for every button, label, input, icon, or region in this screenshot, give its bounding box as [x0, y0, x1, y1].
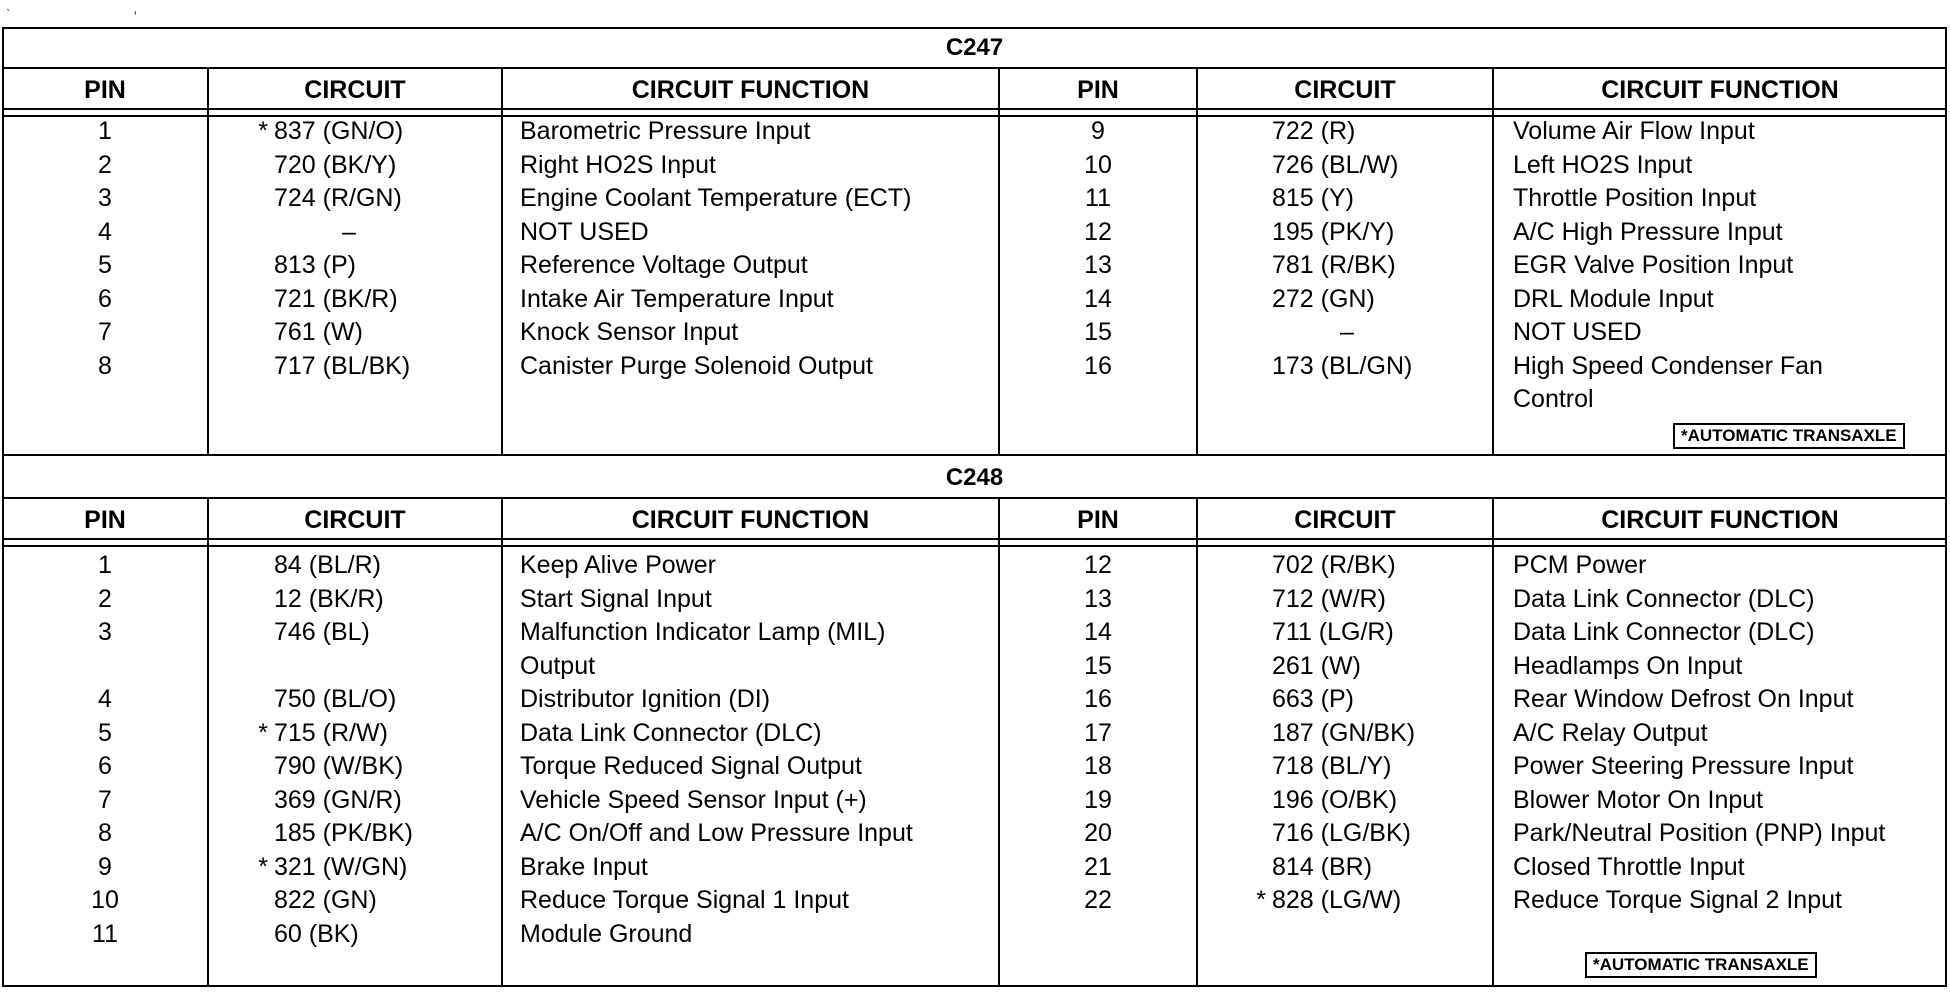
- circuit-function: Brake Input: [520, 852, 648, 881]
- pin-number: 8: [98, 351, 112, 380]
- circuit-cell: [252, 817, 502, 851]
- pin-number: 11: [1085, 184, 1111, 212]
- circuit-cell: [252, 616, 502, 650]
- pin-number: 4: [98, 217, 112, 246]
- circuit-cell: [252, 115, 502, 149]
- circuit-function: A/C Relay Output: [1513, 718, 1708, 747]
- circuit-value: 717 (BL/BK): [274, 351, 411, 380]
- circuit-value: 718 (BL/Y): [1272, 752, 1392, 780]
- circuit-function: Keep Alive Power: [520, 551, 716, 579]
- circuit-cell: [252, 350, 502, 384]
- circuit-value: 822 (GN): [274, 886, 377, 914]
- circuit-cell: [252, 683, 502, 717]
- circuit-function: Malfunction Indicator Lamp (MIL): [520, 618, 886, 646]
- pin-number: 12: [1084, 217, 1112, 246]
- pin-number: 12: [1084, 551, 1112, 579]
- circuit-cell: [252, 549, 502, 583]
- circuit-function: Park/Neutral Position (PNP) Input: [1513, 819, 1886, 847]
- circuit-value: 750 (BL/O): [274, 685, 397, 713]
- circuit-function: Reduce Torque Signal 2 Input: [1513, 886, 1842, 914]
- circuit-value: 173 (BL/GN): [1272, 351, 1413, 380]
- automatic-transaxle-marker: *: [258, 718, 268, 747]
- pin-number: 6: [98, 752, 112, 780]
- circuit-function: Engine Coolant Temperature (ECT): [520, 184, 912, 212]
- circuit-value: 790 (W/BK): [274, 752, 404, 780]
- circuit-function: Torque Reduced Signal Output: [520, 752, 862, 780]
- pin-number: 3: [98, 184, 112, 212]
- pin-number: 16: [1084, 351, 1112, 380]
- header-function-left: CIRCUIT FUNCTION: [631, 76, 870, 104]
- circuit-value: 716 (LG/BK): [1272, 819, 1411, 847]
- pin-column: [2, 115, 208, 383]
- pin-number: 7: [98, 318, 112, 346]
- function-column: [520, 549, 999, 951]
- circuit-function: Reference Voltage Output: [520, 251, 808, 279]
- circuit-value: 726 (BL/W): [1272, 150, 1399, 179]
- circuit-function: Left HO2S Input: [1513, 150, 1693, 179]
- circuit-value: 715 (R/W): [274, 718, 388, 747]
- circuit-function: Reduce Torque Signal 1 Input: [520, 886, 849, 914]
- circuit-function: Right HO2S Input: [520, 150, 716, 179]
- circuit-value: 702 (R/BK): [1272, 551, 1396, 579]
- pin-number: 16: [1084, 685, 1112, 713]
- pin-number: 5: [98, 251, 112, 279]
- pin-number: 20: [1084, 819, 1112, 847]
- circuit-cell: [1250, 249, 1493, 283]
- row-spacer: [999, 383, 1197, 417]
- pin-number: 22: [1084, 886, 1112, 914]
- circuit-value: 196 (O/BK): [1272, 785, 1398, 814]
- circuit-function: Intake Air Temperature Input: [520, 284, 834, 313]
- circuit-value: 781 (R/BK): [1272, 251, 1396, 279]
- circuit-function: PCM Power: [1513, 551, 1647, 579]
- circuit-column: [1250, 549, 1493, 918]
- circuit-function: Module Ground: [520, 919, 693, 948]
- pin-number: 14: [1084, 618, 1112, 646]
- circuit-cell: [1250, 884, 1493, 918]
- connector-title-c248: C248: [945, 464, 1004, 491]
- pin-number: 1: [98, 551, 112, 579]
- pin-number: 8: [98, 819, 112, 847]
- circuit-function: Vehicle Speed Sensor Input (+): [520, 785, 867, 814]
- circuit-cell: [1250, 650, 1493, 684]
- circuit-function: Barometric Pressure Input: [520, 117, 811, 145]
- circuit-cell: [1250, 149, 1493, 183]
- pin-number: 4: [98, 685, 112, 713]
- pin-number: 7: [98, 785, 112, 814]
- circuit-cell: [1250, 115, 1493, 149]
- circuit-cell: [1250, 316, 1493, 350]
- scan-mark-left: `: [6, 6, 11, 22]
- circuit-cell: [252, 182, 502, 216]
- row-spacer: [252, 650, 502, 684]
- function-column: [1513, 549, 1943, 918]
- header-function-right: CIRCUIT FUNCTION: [1601, 506, 1839, 534]
- circuit-column: [1250, 115, 1493, 417]
- pin-column: [2, 549, 208, 951]
- circuit-cell: [1250, 583, 1493, 617]
- circuit-function: NOT USED: [520, 217, 649, 246]
- pin-number: 19: [1084, 785, 1112, 814]
- circuit-cell: [1250, 350, 1493, 384]
- circuit-value: 813 (P): [274, 251, 356, 279]
- circuit-function: Canister Purge Solenoid Output: [520, 351, 873, 380]
- header-circuit-left: CIRCUIT: [304, 76, 406, 104]
- pin-number: 10: [91, 886, 119, 914]
- circuit-function: Rear Window Defrost On Input: [1513, 685, 1854, 713]
- pinout-sheet: [2, 27, 1947, 987]
- circuit-value: 724 (R/GN): [274, 184, 402, 212]
- pin-number: 13: [1084, 251, 1112, 279]
- pin-column: [999, 115, 1197, 417]
- circuit-value: 12 (BK/R): [274, 584, 384, 613]
- circuit-function: Volume Air Flow Input: [1513, 117, 1755, 145]
- pin-number: 6: [98, 284, 112, 313]
- pin-number: 10: [1084, 150, 1112, 179]
- connector-title-c247: C247: [945, 34, 1004, 61]
- circuit-cell: [252, 283, 502, 317]
- circuit-function: A/C On/Off and Low Pressure Input: [520, 819, 913, 847]
- circuit-value: 815 (Y): [1272, 184, 1354, 212]
- circuit-function: Data Link Connector (DLC): [1513, 584, 1815, 613]
- pin-number: 2: [98, 584, 112, 613]
- pin-number: 3: [98, 618, 112, 646]
- function-column: [520, 115, 999, 383]
- circuit-cell: [252, 149, 502, 183]
- circuit-value: 837 (GN/O): [274, 117, 404, 145]
- circuit-cell: [252, 583, 502, 617]
- circuit-function: Throttle Position Input: [1513, 184, 1757, 212]
- circuit-function: Blower Motor On Input: [1513, 785, 1764, 814]
- circuit-function: DRL Module Input: [1513, 284, 1714, 313]
- pin-number: 11: [92, 919, 118, 948]
- circuit-value: 321 (W/GN): [274, 852, 408, 881]
- circuit-cell: [252, 750, 502, 784]
- pin-number: 15: [1084, 651, 1112, 680]
- pin-column: [999, 549, 1197, 918]
- circuit-value: 712 (W/R): [1272, 584, 1386, 613]
- circuit-value: 720 (BK/Y): [274, 150, 397, 179]
- circuit-cell: [1250, 784, 1493, 818]
- circuit-cell: [252, 717, 502, 751]
- circuit-cell: [1250, 851, 1493, 885]
- circuit-function: Power Steering Pressure Input: [1513, 752, 1854, 780]
- circuit-value: 746 (BL): [274, 618, 370, 646]
- pin-number: 5: [98, 718, 112, 747]
- header-pin-left: PIN: [84, 506, 126, 534]
- function-column: [1513, 115, 1943, 417]
- circuit-column: [252, 115, 502, 383]
- row-spacer: [2, 650, 208, 684]
- circuit-function: EGR Valve Position Input: [1513, 251, 1794, 279]
- circuit-cell: [252, 784, 502, 818]
- circuit-value: 828 (LG/W): [1272, 886, 1402, 914]
- circuit-function: Data Link Connector (DLC): [1513, 618, 1815, 646]
- circuit-cell: [1250, 616, 1493, 650]
- circuit-cell: [1250, 683, 1493, 717]
- circuit-cell: [252, 316, 502, 350]
- pin-number: 1: [98, 117, 112, 145]
- automatic-transaxle-note: *AUTOMATIC TRANSAXLE: [1585, 952, 1817, 978]
- circuit-cell: [252, 851, 502, 885]
- header-function-left: CIRCUIT FUNCTION: [631, 506, 870, 534]
- circuit-value: 721 (BK/R): [274, 284, 398, 313]
- circuit-value: 272 (GN): [1272, 284, 1375, 313]
- pin-number: 14: [1084, 284, 1112, 313]
- circuit-value: 195 (PK/Y): [1272, 217, 1395, 246]
- automatic-transaxle-marker: *: [1256, 886, 1266, 914]
- circuit-function: Knock Sensor Input: [520, 318, 739, 346]
- circuit-function: A/C High Pressure Input: [1513, 217, 1783, 246]
- circuit-value: 722 (R): [1272, 117, 1356, 145]
- header-pin-right: PIN: [1077, 506, 1119, 534]
- circuit-value: 814 (BR): [1272, 852, 1373, 881]
- circuit-value: –: [1340, 318, 1354, 346]
- circuit-function: NOT USED: [1513, 318, 1642, 346]
- pin-number: 17: [1084, 718, 1112, 747]
- header-circuit-right: CIRCUIT: [1294, 506, 1396, 534]
- circuit-cell: [252, 884, 502, 918]
- circuit-value: 369 (GN/R): [274, 785, 402, 814]
- circuit-function: Distributor Ignition (DI): [520, 685, 771, 713]
- automatic-transaxle-marker: *: [258, 117, 268, 145]
- circuit-cell: [1250, 717, 1493, 751]
- circuit-cell: [252, 249, 502, 283]
- circuit-function: Closed Throttle Input: [1513, 852, 1745, 881]
- scan-mark-right: ': [134, 8, 137, 24]
- circuit-cell: [1250, 182, 1493, 216]
- circuit-function: Start Signal Input: [520, 584, 712, 613]
- pin-number: 18: [1084, 752, 1112, 780]
- circuit-value: 663 (P): [1272, 685, 1354, 713]
- circuit-value: 185 (PK/BK): [274, 819, 413, 847]
- circuit-cell: [1250, 216, 1493, 250]
- header-circuit-right: CIRCUIT: [1294, 76, 1396, 104]
- circuit-function: Data Link Connector (DLC): [520, 718, 822, 747]
- circuit-cell: [1250, 750, 1493, 784]
- header-pin-left: PIN: [84, 76, 126, 104]
- pin-number: 9: [98, 852, 112, 881]
- circuit-column: [252, 549, 502, 951]
- circuit-function: Control: [1513, 385, 1594, 413]
- automatic-transaxle-note: *AUTOMATIC TRANSAXLE: [1673, 423, 1905, 449]
- automatic-transaxle-marker: *: [258, 852, 268, 881]
- circuit-function: Output: [520, 651, 596, 680]
- pin-number: 2: [98, 150, 112, 179]
- pin-number: 9: [1091, 117, 1105, 145]
- circuit-cell: [252, 216, 502, 250]
- pin-number: 13: [1084, 584, 1112, 613]
- circuit-value: 84 (BL/R): [274, 551, 381, 579]
- circuit-function: Headlamps On Input: [1513, 651, 1743, 680]
- row-spacer: [1250, 383, 1493, 417]
- pin-number: 15: [1084, 318, 1112, 346]
- circuit-value: –: [342, 217, 356, 246]
- header-function-right: CIRCUIT FUNCTION: [1601, 76, 1839, 104]
- circuit-value: 60 (BK): [274, 919, 359, 948]
- header-pin-right: PIN: [1077, 76, 1119, 104]
- circuit-cell: [1250, 817, 1493, 851]
- circuit-value: 761 (W): [274, 318, 363, 346]
- circuit-function: High Speed Condenser Fan: [1513, 351, 1823, 380]
- pin-number: 21: [1084, 852, 1112, 881]
- circuit-cell: [1250, 549, 1493, 583]
- circuit-cell: [1250, 283, 1493, 317]
- circuit-cell: [252, 918, 502, 952]
- header-circuit-left: CIRCUIT: [304, 506, 406, 534]
- circuit-value: 187 (GN/BK): [1272, 718, 1416, 747]
- circuit-value: 261 (W): [1272, 651, 1361, 680]
- circuit-value: 711 (LG/R): [1272, 618, 1394, 646]
